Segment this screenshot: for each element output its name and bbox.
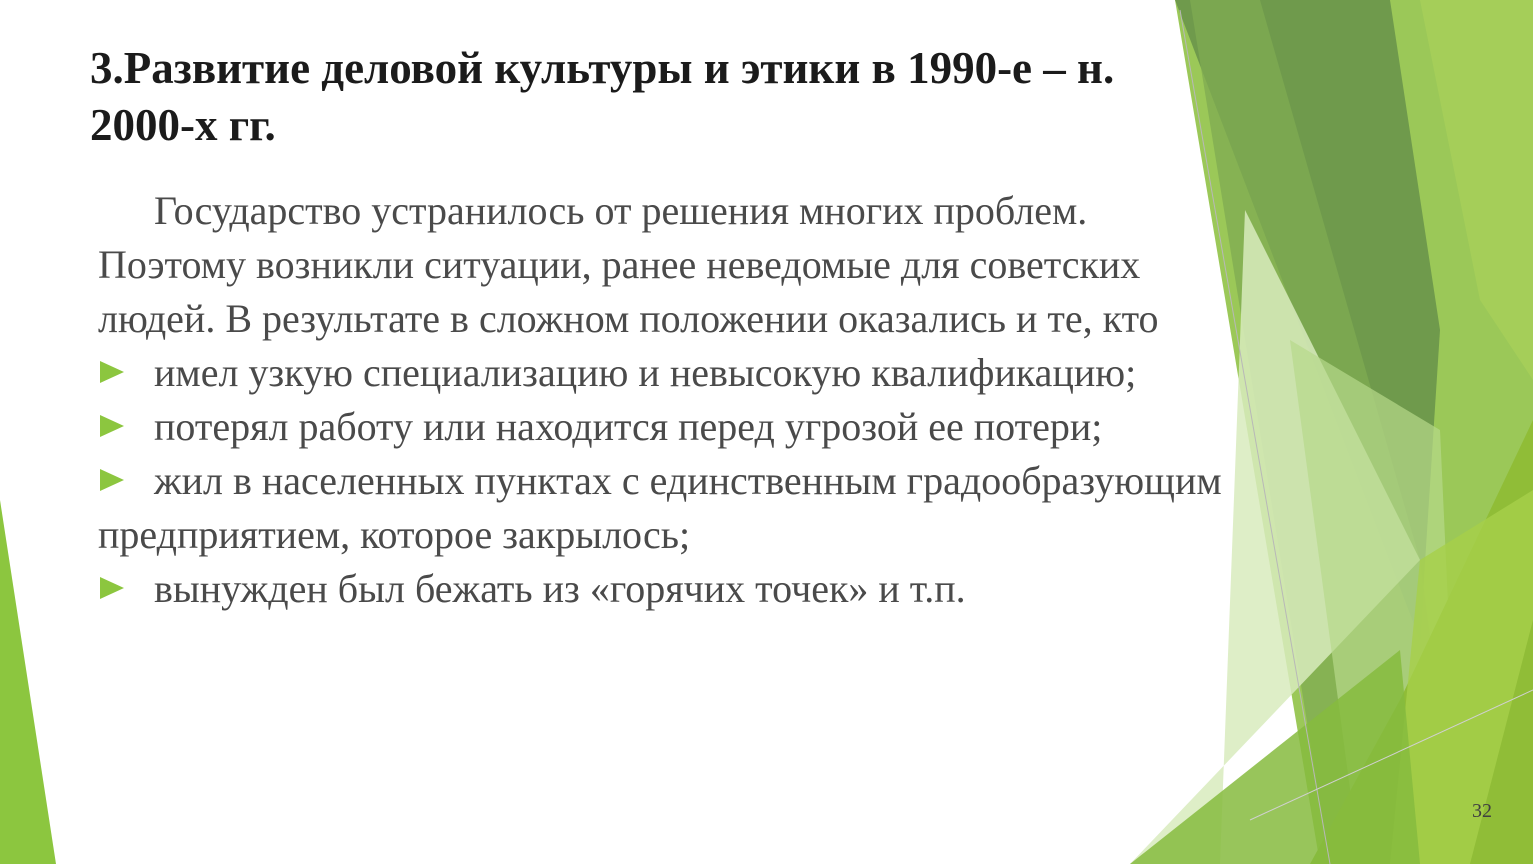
slide-title: 3.Развитие деловой культуры и этики в 1990-е – н. 2000-х гг. <box>90 43 1115 150</box>
triangle-bullet-icon <box>100 577 124 599</box>
bullet-text: вынужден был бежать из «горячих точек» и т.п. <box>154 566 966 611</box>
triangle-bullet-icon <box>100 415 124 437</box>
intro-paragraph: Государство устранилось от решения многих проблем. Поэтому возникли ситуации, ранее неведомые для советских людей. В результате в сложном положении оказались и те, кто <box>98 188 1159 341</box>
slide-number: 32 <box>1472 800 1492 822</box>
bullet-text: потерял работу или находится перед угрозой ее потери; <box>154 404 1103 449</box>
bullet-item <box>98 346 1228 400</box>
triangle-bullet-icon <box>100 361 124 383</box>
triangle-bullet-icon <box>100 469 124 491</box>
bullet-item <box>98 562 1228 616</box>
bullet-text: жил в населенных пунктах с единственным градообразующим предприятием, которое закрылось; <box>98 458 1222 557</box>
bullet-text: имел узкую специализацию и невысокую квалификацию; <box>154 350 1137 395</box>
slide-body <box>98 184 1228 616</box>
bullet-item <box>98 454 1228 562</box>
bullet-item <box>98 400 1228 454</box>
